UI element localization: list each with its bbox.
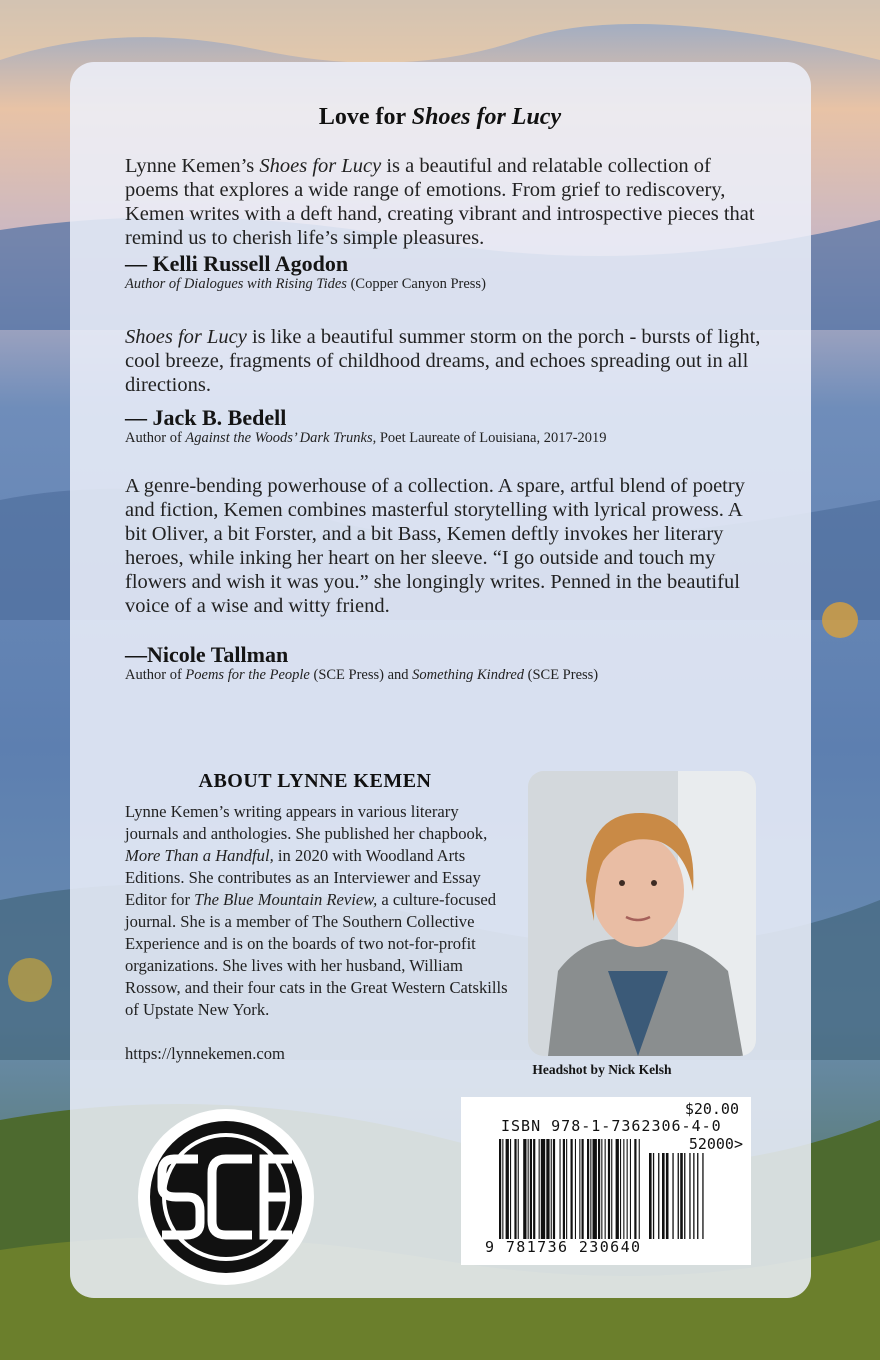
quote-1: Lynne Kemen’s Shoes for Lucy is a beautiful and relatable collection of poems that explores a wide range of emotions. From grief to rediscovery, Kemen writes with a deft hand, creating vibrant and introspective pieces that remind us to cherish life’s simple pleasures. <box>125 155 755 249</box>
quote-1-author: — Kelli Russell Agodon <box>125 251 349 276</box>
price-label: $20.00 <box>684 1100 739 1118</box>
page-title: Love for Shoes for Lucy <box>318 104 562 130</box>
author-website-link[interactable]: https://lynnekemen.com <box>125 1044 285 1063</box>
quote-2-author: — Jack B. Bedell <box>125 405 287 430</box>
isbn-barcode <box>461 1097 751 1265</box>
quote-3-credit: Author of Poems for the People (SCE Press) and Something Kindred (SCE Press) <box>125 667 599 683</box>
photo-credit: Headshot by Nick Kelsh <box>532 1062 672 1077</box>
quote-1-credit: Author of Dialogues with Rising Tides (Copper Canyon Press) <box>125 276 486 292</box>
barcode-bars <box>499 1139 749 1239</box>
sce-press-logo <box>136 1107 316 1287</box>
quote-3-author: —Nicole Tallman <box>125 642 289 667</box>
quote-2-credit: Author of Against the Woods’ Dark Trunks, Poet Laureate of Louisiana, 2017-2019 <box>125 430 607 446</box>
about-heading: ABOUT LYNNE KEMEN <box>198 770 432 792</box>
quote-2: Shoes for Lucy is like a beautiful summer storm on the porch - bursts of light, cool breeze, fragments of childhood dreams, and echoes spreading out in all directions. <box>125 326 761 396</box>
author-bio: Lynne Kemen’s writing appears in various literary journals and anthologies. She published her chapbook, More Than a Handful, in 2020 with Woodland Arts Editions. She contributes as an Interviewer and Essay Editor for The Blue Mountain Review, a culture-focused journal. She is a member of The Southern Collective Experience and is on the boards of two not-for-profit organizations. She lives with her husband, William Rossow, and their four cats in the Great Western Catskills of Upstate New York. <box>125 802 508 1019</box>
barcode-addon-label: 52000> <box>688 1135 743 1153</box>
isbn-label: ISBN 978-1-7362306-4-0 <box>501 1117 722 1135</box>
author-headshot <box>528 771 756 1056</box>
barcode-digits: 9 781736 230640 <box>485 1238 642 1256</box>
quote-3: A genre-bending powerhouse of a collection. A spare, artful blend of poetry and fiction, Kemen combines masterful storytelling with lyrical prowess. A bit Oliver, a bit Forster, and a bit Bass, Kemen deftly invokes her literary heroes, while inking her heart on her sleeve. “I go outside and touch my flowers and wish it was you.” she longingly writes. Penned in the beautiful voice of a wise and witty friend. <box>125 475 745 617</box>
